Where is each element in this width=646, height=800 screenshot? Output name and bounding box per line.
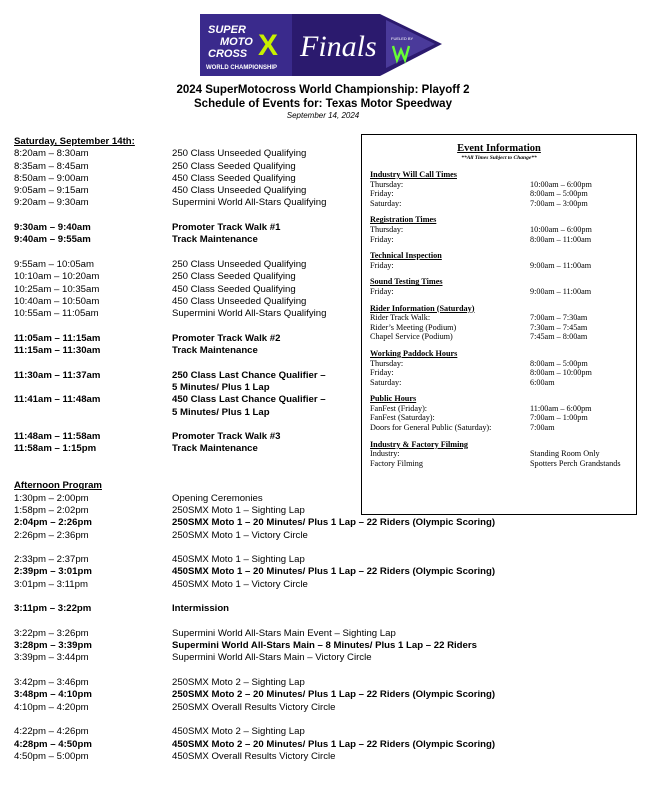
schedule-row-cont: [14, 382, 354, 394]
info-label: Industry:: [370, 449, 400, 459]
row-time: 8:35am – 8:45am: [14, 160, 89, 172]
info-value: 10:00am – 6:00pm: [530, 224, 592, 234]
info-label: Saturday:: [370, 377, 402, 387]
row-time: 8:20am – 8:30am: [14, 148, 89, 160]
info-row: [370, 459, 628, 469]
row-time: 9:40am – 9:55am: [14, 234, 91, 246]
row-event: 250 Class Unseeded Qualifying: [172, 258, 307, 270]
info-label: FanFest (Friday):: [370, 403, 428, 413]
row-time: 3:42pm – 3:46pm: [14, 677, 89, 689]
logo-fueled-by: FUELED BY: [391, 36, 414, 41]
info-row: [370, 189, 628, 199]
row-time: 10:55am – 11:05am: [14, 308, 99, 320]
info-value: 7:00am – 3:00pm: [530, 198, 588, 208]
info-note: **All Times Subject to Change**: [461, 155, 537, 161]
row-time: 10:10am – 10:20am: [14, 271, 100, 283]
info-row: [370, 449, 628, 459]
event-information-box: [361, 134, 637, 515]
info-label: Friday:: [370, 234, 394, 244]
row-time: 9:20am – 9:30am: [14, 197, 89, 209]
schedule-row: [14, 493, 354, 505]
row-event: Track Maintenance: [172, 345, 258, 357]
info-section-heading: Sound Testing Times: [370, 277, 443, 287]
row-time: 11:41am – 11:48am: [14, 394, 101, 406]
row-event: 450SMX Moto 1 – Victory Circle: [172, 578, 308, 590]
row-time: 1:58pm – 2:02pm: [14, 504, 89, 516]
schedule-row: [14, 259, 354, 271]
row-event: 250SMX Overall Results Victory Circle: [172, 701, 336, 713]
schedule-row: [14, 161, 354, 173]
schedule-row: [14, 222, 354, 234]
row-event-cont: 5 Minutes/ Plus 1 Lap: [172, 381, 270, 393]
schedule-row: [14, 394, 354, 406]
row-event: 250SMX Moto 2 – 20 Minutes/ Plus 1 Lap – 22 Riders (Olympic Scoring): [172, 689, 496, 701]
schedule-row: [14, 333, 354, 345]
row-time: 11:58am – 1:15pm: [14, 443, 97, 455]
row-event: Intermission: [172, 603, 230, 615]
schedule-row: [14, 517, 496, 529]
row-time: 11:05am – 11:15am: [14, 332, 101, 344]
info-value: 7:00am – 7:30am: [530, 313, 588, 323]
row-time: 4:22pm – 4:26pm: [14, 726, 89, 738]
page-title: 2024 SuperMotocross World Championship: Playoff 2: [176, 84, 470, 96]
row-event: Promoter Track Walk #2: [172, 332, 281, 344]
info-section-heading: Technical Inspection: [370, 251, 442, 261]
schedule-row: [14, 603, 354, 615]
info-value: 7:30am – 7:45am: [530, 322, 588, 332]
row-time: 9:05am – 9:15am: [14, 185, 89, 197]
info-value: 8:00am – 5:00pm: [530, 358, 588, 368]
row-time: 9:30am – 9:40am: [14, 222, 91, 234]
info-value: 11:00am – 6:00pm: [530, 403, 592, 413]
info-row: [370, 261, 628, 271]
row-event: 450 Class Last Chance Qualifier –: [172, 394, 326, 406]
logo-moto: MOTO: [220, 36, 253, 48]
row-time: 1:30pm – 2:00pm: [14, 492, 89, 504]
info-value: 7:00am: [530, 423, 555, 433]
info-value: 7:45am – 8:00am: [530, 332, 588, 342]
row-time: 11:48am – 11:58am: [14, 431, 101, 443]
row-time: 2:26pm – 2:36pm: [14, 529, 89, 541]
info-label: Thursday:: [370, 358, 404, 368]
row-time: 11:30am – 11:37am: [14, 369, 101, 381]
row-time: 4:10pm – 4:20pm: [14, 701, 89, 713]
schedule-row: [14, 185, 354, 197]
info-label: Saturday:: [370, 198, 402, 208]
row-event: 450SMX Moto 2 – Sighting Lap: [172, 726, 305, 738]
schedule-row: [14, 505, 354, 517]
row-event: Supermini World All-Stars Main – Victory Circle: [172, 652, 372, 664]
row-time: 10:40am – 10:50am: [14, 295, 100, 307]
row-event: 250SMX Moto 2 – Sighting Lap: [172, 677, 305, 689]
info-label: Doors for General Public (Saturday):: [370, 423, 492, 433]
info-row: [370, 368, 628, 378]
schedule-row: [14, 726, 354, 738]
info-label: Factory Filming: [370, 458, 423, 468]
info-row: [370, 225, 628, 235]
info-value: 10:00am – 6:00pm: [530, 179, 592, 189]
info-section-heading: Industry & Factory Filming: [370, 439, 469, 449]
row-event: 450SMX Moto 2 – 20 Minutes/ Plus 1 Lap – 22 Riders (Olympic Scoring): [172, 738, 496, 750]
row-event: Track Maintenance: [172, 443, 258, 455]
schedule-row-cont: [14, 407, 354, 419]
row-event: Opening Ceremonies: [172, 492, 263, 504]
schedule-row: [14, 234, 354, 246]
row-time: 2:39pm – 3:01pm: [14, 566, 92, 578]
page-date: September 14, 2024: [286, 111, 360, 120]
schedule-row: [14, 652, 372, 664]
row-time: 3:22pm – 3:26pm: [14, 627, 89, 639]
schedule-row: [14, 345, 354, 357]
info-value: 9:00am – 11:00am: [530, 260, 592, 270]
row-event: Supermini World All-Stars Main Event – Sighting Lap: [172, 627, 396, 639]
row-event-cont: 5 Minutes/ Plus 1 Lap: [172, 406, 270, 418]
info-value: 8:00am – 5:00pm: [530, 189, 588, 199]
logo-cross: CROSS: [208, 48, 248, 60]
row-event: 250SMX Moto 1 – Sighting Lap: [172, 504, 305, 516]
schedule-row: [14, 443, 354, 455]
row-event: 450SMX Moto 1 – 20 Minutes/ Plus 1 Lap – 22 Riders (Olympic Scoring): [172, 566, 496, 578]
schedule-row: [14, 530, 354, 542]
info-value: 6:00am: [530, 377, 555, 387]
schedule-row: [14, 677, 354, 689]
info-value: 9:00am – 11:00am: [530, 286, 592, 296]
logo-x-mark: X: [258, 29, 279, 62]
row-event: 250SMX Moto 1 – Victory Circle: [172, 529, 308, 541]
schedule-row: [14, 738, 496, 751]
info-row: [370, 287, 628, 297]
info-row: [370, 323, 628, 333]
row-time: 10:25am – 10:35am: [14, 283, 100, 295]
row-event: 250SMX Moto 1 – 20 Minutes/ Plus 1 Lap – 22 Riders (Olympic Scoring): [172, 517, 496, 529]
info-title: Event Information: [457, 143, 541, 154]
row-event: Promoter Track Walk #1: [172, 222, 281, 234]
row-time: 4:28pm – 4:50pm: [14, 738, 92, 750]
row-event: 450SMX Moto 1 – Sighting Lap: [172, 554, 305, 566]
logo-world-championship: WORLD CHAMPIONSHIP: [206, 65, 277, 71]
info-section-heading: Public Hours: [370, 394, 417, 404]
info-label: Friday:: [370, 368, 394, 378]
afternoon-heading: Afternoon Program: [14, 480, 102, 492]
schedule-row: [14, 173, 354, 185]
info-row: [370, 313, 628, 323]
info-label: Friday:: [370, 260, 394, 270]
row-event: 450 Class Unseeded Qualifying: [172, 295, 307, 307]
info-label: Thursday:: [370, 179, 404, 189]
row-time: 3:28pm – 3:39pm: [14, 640, 92, 652]
logo-arrow: [386, 20, 435, 68]
page-subtitle: Schedule of Events for: Texas Motor Speedway: [194, 98, 452, 110]
info-label: Rider’s Meeting (Podium): [370, 322, 457, 332]
logo-finals-script: Finals: [300, 30, 377, 63]
info-value: 8:00am – 10:00pm: [530, 368, 592, 378]
schedule-row: [14, 554, 354, 566]
schedule-row: [14, 702, 354, 714]
supermotocross-finals-logo: [180, 10, 450, 80]
row-event: 250 Class Seeded Qualifying: [172, 160, 296, 172]
info-section-heading: Registration Times: [370, 215, 437, 225]
row-event: Track Maintenance: [172, 234, 258, 246]
schedule-row: [14, 640, 477, 652]
info-section-heading: Working Paddock Hours: [370, 348, 458, 358]
row-event: Supermini World All-Stars Qualifying: [172, 197, 327, 209]
row-time: 2:33pm – 2:37pm: [14, 554, 89, 566]
row-time: 3:39pm – 3:44pm: [14, 652, 89, 664]
logo-super: SUPER: [208, 24, 246, 36]
info-row: [370, 235, 628, 245]
row-time: 3:48pm – 4:10pm: [14, 689, 92, 701]
row-event: 450 Class Seeded Qualifying: [172, 172, 296, 184]
row-event: 250 Class Last Chance Qualifier –: [172, 369, 326, 381]
info-label: FanFest (Saturday):: [370, 413, 435, 423]
schedule-row: [14, 271, 354, 283]
row-event: 450 Class Seeded Qualifying: [172, 283, 296, 295]
row-time: 9:55am – 10:05am: [14, 258, 95, 270]
info-row: [370, 180, 628, 190]
row-event: 450 Class Unseeded Qualifying: [172, 185, 307, 197]
schedule-row: [14, 148, 354, 160]
info-row: [370, 413, 628, 423]
info-row: [370, 378, 628, 388]
schedule-row: [14, 284, 354, 296]
info-row: [370, 423, 628, 433]
schedule-row: [14, 431, 354, 443]
info-row: [370, 332, 628, 342]
info-value: Spotters Perch Grandstands: [530, 458, 621, 468]
info-value: 7:00am – 1:00pm: [530, 413, 588, 423]
row-time: 3:11pm – 3:22pm: [14, 603, 92, 615]
row-time: 4:50pm – 5:00pm: [14, 750, 89, 762]
schedule-row: [14, 370, 354, 382]
info-label: Friday:: [370, 286, 394, 296]
row-time: 11:15am – 11:30am: [14, 345, 101, 357]
schedule-row: [14, 579, 354, 591]
schedule-row: [14, 296, 354, 308]
info-label: Chapel Service (Podium): [370, 332, 453, 342]
row-event: Promoter Track Walk #3: [172, 431, 281, 443]
info-row: [370, 359, 628, 369]
schedule-row: [14, 566, 496, 578]
info-label: Rider Track Walk:: [370, 313, 431, 323]
row-event: 250 Class Seeded Qualifying: [172, 271, 296, 283]
row-time: 2:04pm – 2:26pm: [14, 517, 92, 529]
schedule-row: [14, 689, 496, 701]
info-section-heading: Rider Information (Saturday): [370, 303, 475, 313]
row-event: Supermini World All-Stars Qualifying: [172, 308, 327, 320]
row-event: 450SMX Overall Results Victory Circle: [172, 750, 336, 762]
info-row: [370, 404, 628, 414]
info-value: 8:00am – 11:00am: [530, 234, 592, 244]
info-section-heading: Industry Will Call Times: [370, 170, 457, 179]
schedule-row: [14, 197, 354, 209]
info-value: Standing Room Only: [530, 449, 600, 459]
row-event: Supermini World All-Stars Main – 8 Minutes/ Plus 1 Lap – 22 Riders: [172, 640, 477, 652]
saturday-heading: Saturday, September 14th:: [14, 136, 135, 147]
info-label: Thursday:: [370, 224, 404, 234]
row-time: 8:50am – 9:00am: [14, 172, 89, 184]
info-row: [370, 199, 628, 209]
row-event: 250 Class Unseeded Qualifying: [172, 148, 307, 160]
schedule-row: [14, 627, 396, 640]
row-time: 3:01pm – 3:11pm: [14, 578, 88, 590]
schedule-row: [14, 751, 354, 763]
schedule-row: [14, 308, 354, 320]
info-label: Friday:: [370, 189, 394, 199]
